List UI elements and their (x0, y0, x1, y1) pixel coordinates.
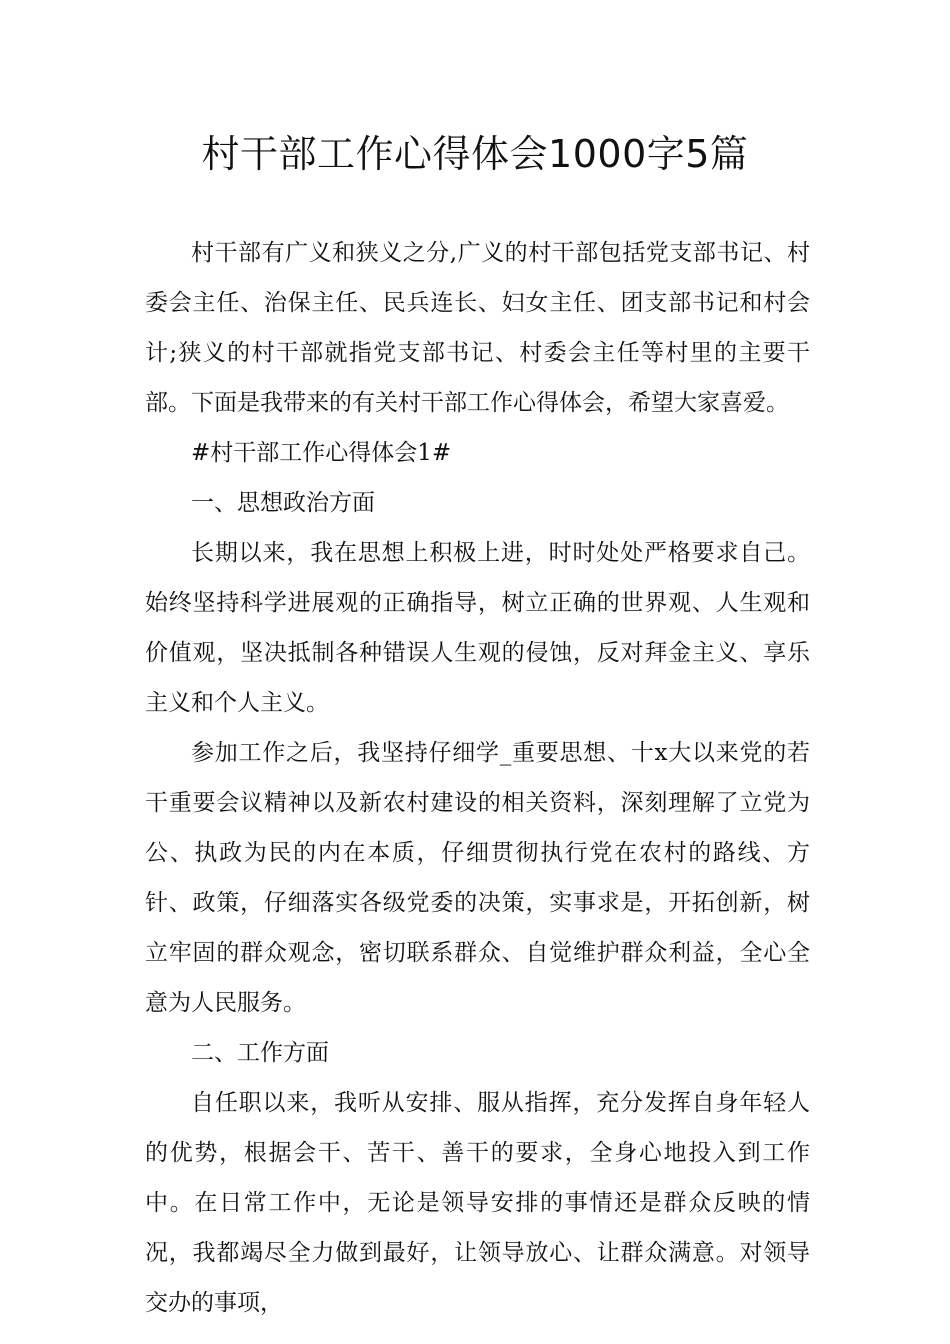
subheading-ideology: 一、思想政治方面 (191, 490, 375, 516)
document-title: 村干部工作心得体会1000字5篇 (201, 132, 749, 176)
paragraph-intro: 村干部有广义和狭义之分,广义的村干部包括党支部书记、村委会主任、治保主任、民兵连长、妇女主任、团支部书记和村会计;狭义的村干部就指党支部书记、村委会主任等村里的主要干部。下面是我带来的有关村干部工作心得体会，希望大家喜爱。 (145, 240, 810, 416)
subheading-work: 二、工作方面 (191, 1040, 329, 1066)
paragraph-work-1: 自任职以来，我听从安排、服从指挥，充分发挥自身年轻人的优势，根据会干、苦干、善干的要求，全身心地投入到工作中。在日常工作中，无论是领导安排的事情还是群众反映的情况，我都竭尽全力做到最好，让领导放心、让群众满意。对领导交办的事项， (145, 1090, 810, 1316)
document-body (145, 228, 810, 1328)
paragraph-ideology-1: 长期以来，我在思想上积极上进，时时处处严格要求自己。始终坚持科学进展观的正确指导，树立正确的世界观、人生观和价值观，坚决抵制各种错误人生观的侵蚀，反对拜金主义、享乐主义和个人主义。 (145, 540, 810, 716)
paragraph-ideology-2: 参加工作之后，我坚持仔细学_重要思想、十x大以来党的若干重要会议精神以及新农村建设的相关资料，深刻理解了立党为公、执政为民的内在本质，仔细贯彻执行党在农村的路线、方针、政策，仔细落实各级党委的决策，实事求是，开拓创新，树立牢固的群众观念，密切联系群众、自觉维护群众利益，全心全意为人民服务。 (145, 740, 810, 1016)
section-heading-article-1: #村干部工作心得体会1# (191, 440, 452, 466)
